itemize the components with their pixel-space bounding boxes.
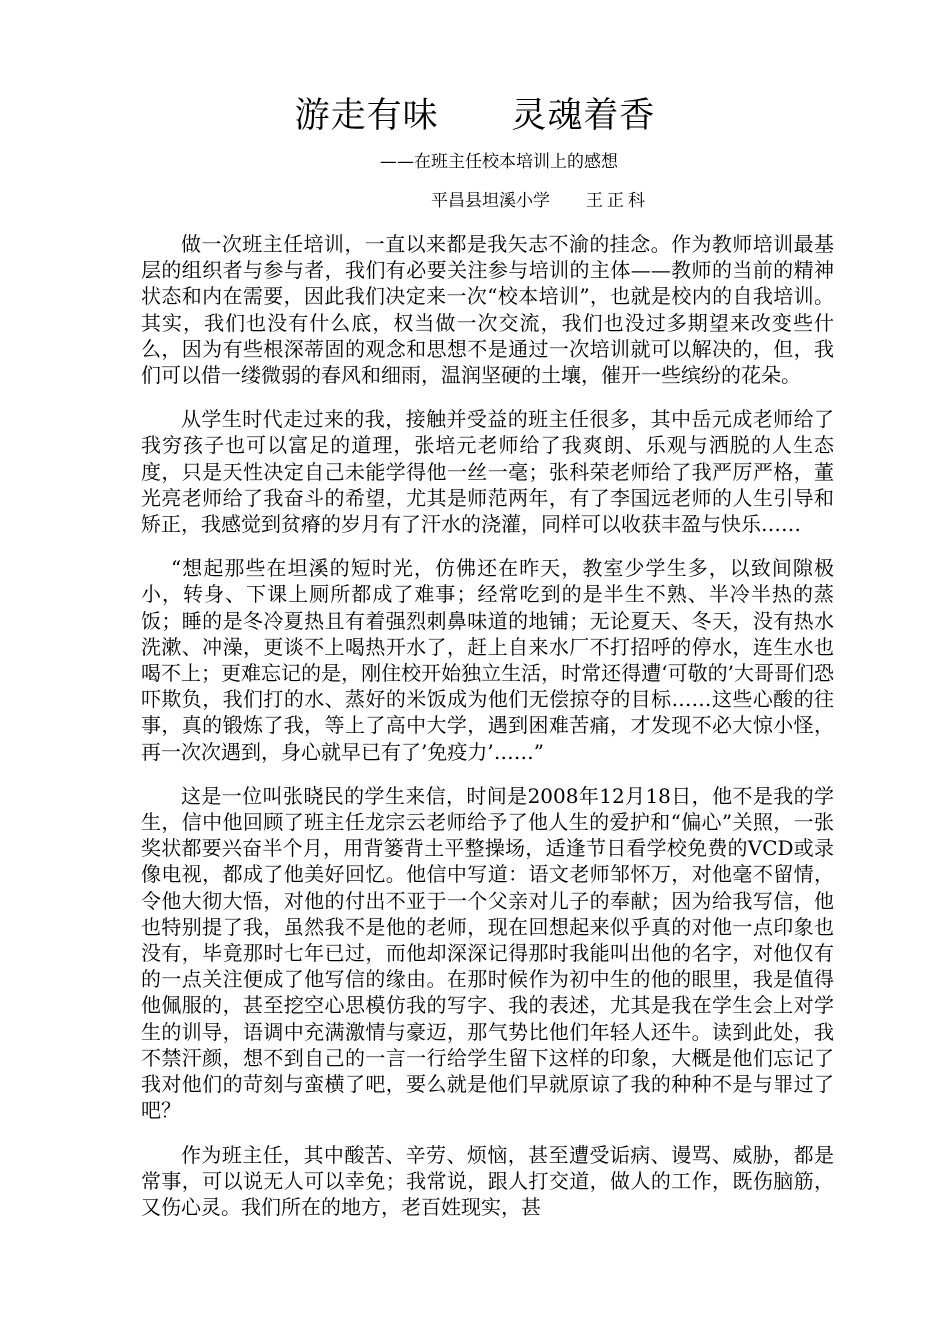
quoted-paragraph: “想起那些在坦溪的短时光，仿佛还在昨天，教室少学生多，以致间隙极小，转身、下课上厕所都成了难事；经常吃到的是半生不熟、半冷半热的蒸饭；睡的是冬冷夏热且有着强烈刺鼻味道的地铺；无论夏天、冬天，没有热水洗漱、冲澡，更谈不上喝热开水了，赶上自来水厂不打招呼的停水，连生水也喝不上；更难忘记的是，刚住校开始独立生活，时常还得遭‘可敬的’大哥哥们恐吓欺负，我们打的水、蒸好的米饭成为他们无偿掠夺的目标……这些心酸的往事，真的锻炼了我，等上了高中大学，遇到困难苦痛，才发现不必大惊小怪，再一次次遇到，身心就早已有了’免疫力’……” (141, 556, 834, 764)
paragraph: 这是一位叫张晓民的学生来信，时间是2008年12月18日，他不是我的学生，信中他回顾了班主任龙宗云老师给予了他人生的爱护和“偏心”关照，一张奖状都要兴奋半个月，用背篓背土平整操场，适逢节日看学校免费的VCD或录像电视，都成了他美好回忆。他信中写道：语文老师邹怀万，对他毫不留情，令他大彻大悟，对他的付出不亚于一个父亲对儿子的奉献；因为给我写信，他也特别提了我，虽然我不是他的老师，现在回想起来似乎真的对他一点印象也没有，毕竟那时七年已过，而他却深深记得那时我能叫出他的名字，对他仅有的一点关注便成了他写信的缘由。在那时候作为初中生的他的眼里，我是值得他佩服的，甚至挖空心思模仿我的写字、我的表述，尤其是我在学生会上对学生的训导，语调中充满激情与豪迈，那气势比他们年轻人还牛。读到此处，我不禁汗颜，想不到自己的一言一行给学生留下这样的印象，大概是他们忘记了我对他们的苛刻与蛮横了吧，要么就是他们早就原谅了我的种种不是与罪过了吧？ (141, 783, 834, 1123)
author-school: 平昌县坦溪小学 (431, 191, 550, 211)
paragraph: 做一次班主任培训，一直以来都是我矢志不渝的挂念。作为教师培训最基层的组织者与参与者，我们有必要关注参与培训的主体——教师的当前的精神状态和内在需要，因此我们决定来一次“校本培训”，也就是校内的自我培训。其实，我们也没有什么底，权当做一次交流，我们也没过多期望来改变些什么，因为有些根深蒂固的观念和思想不是通过一次培训就可以解决的，但，我们可以借一缕微弱的春风和细雨，温润坚硬的土壤，催开一些缤纷的花朵。 (141, 232, 834, 388)
paragraph: 作为班主任，其中酸苦、辛劳、烦恼，甚至遭受诟病、谩骂、威胁，都是常事，可以说无人可以幸免；我常说，跟人打交道，做人的工作，既伤脑筋，又伤心灵。我们所在的地方，老百姓现实，甚 (141, 1142, 834, 1219)
paragraph: 从学生时代走过来的我，接触并受益的班主任很多，其中岳元成老师给了我穷孩子也可以富足的道理，张培元老师给了我爽朗、乐观与洒脱的人生态度，只是天性决定自己未能学得他一丝一毫；张科荣老师给了我严厉严格，董光亮老师给了我奋斗的希望，尤其是师范两年，有了李国远老师的人生引导和矫正，我感觉到贫瘠的岁月有了汗水的浇灌，同样可以收获丰盈与快乐…… (141, 407, 834, 537)
document-title: 游走有味 灵魂着香 (294, 96, 656, 136)
article-body (141, 231, 834, 1238)
document-subtitle: ——在班主任校本培训上的感想 (380, 152, 618, 172)
author-line (0, 188, 950, 214)
author-name: 王正科 (586, 191, 649, 211)
